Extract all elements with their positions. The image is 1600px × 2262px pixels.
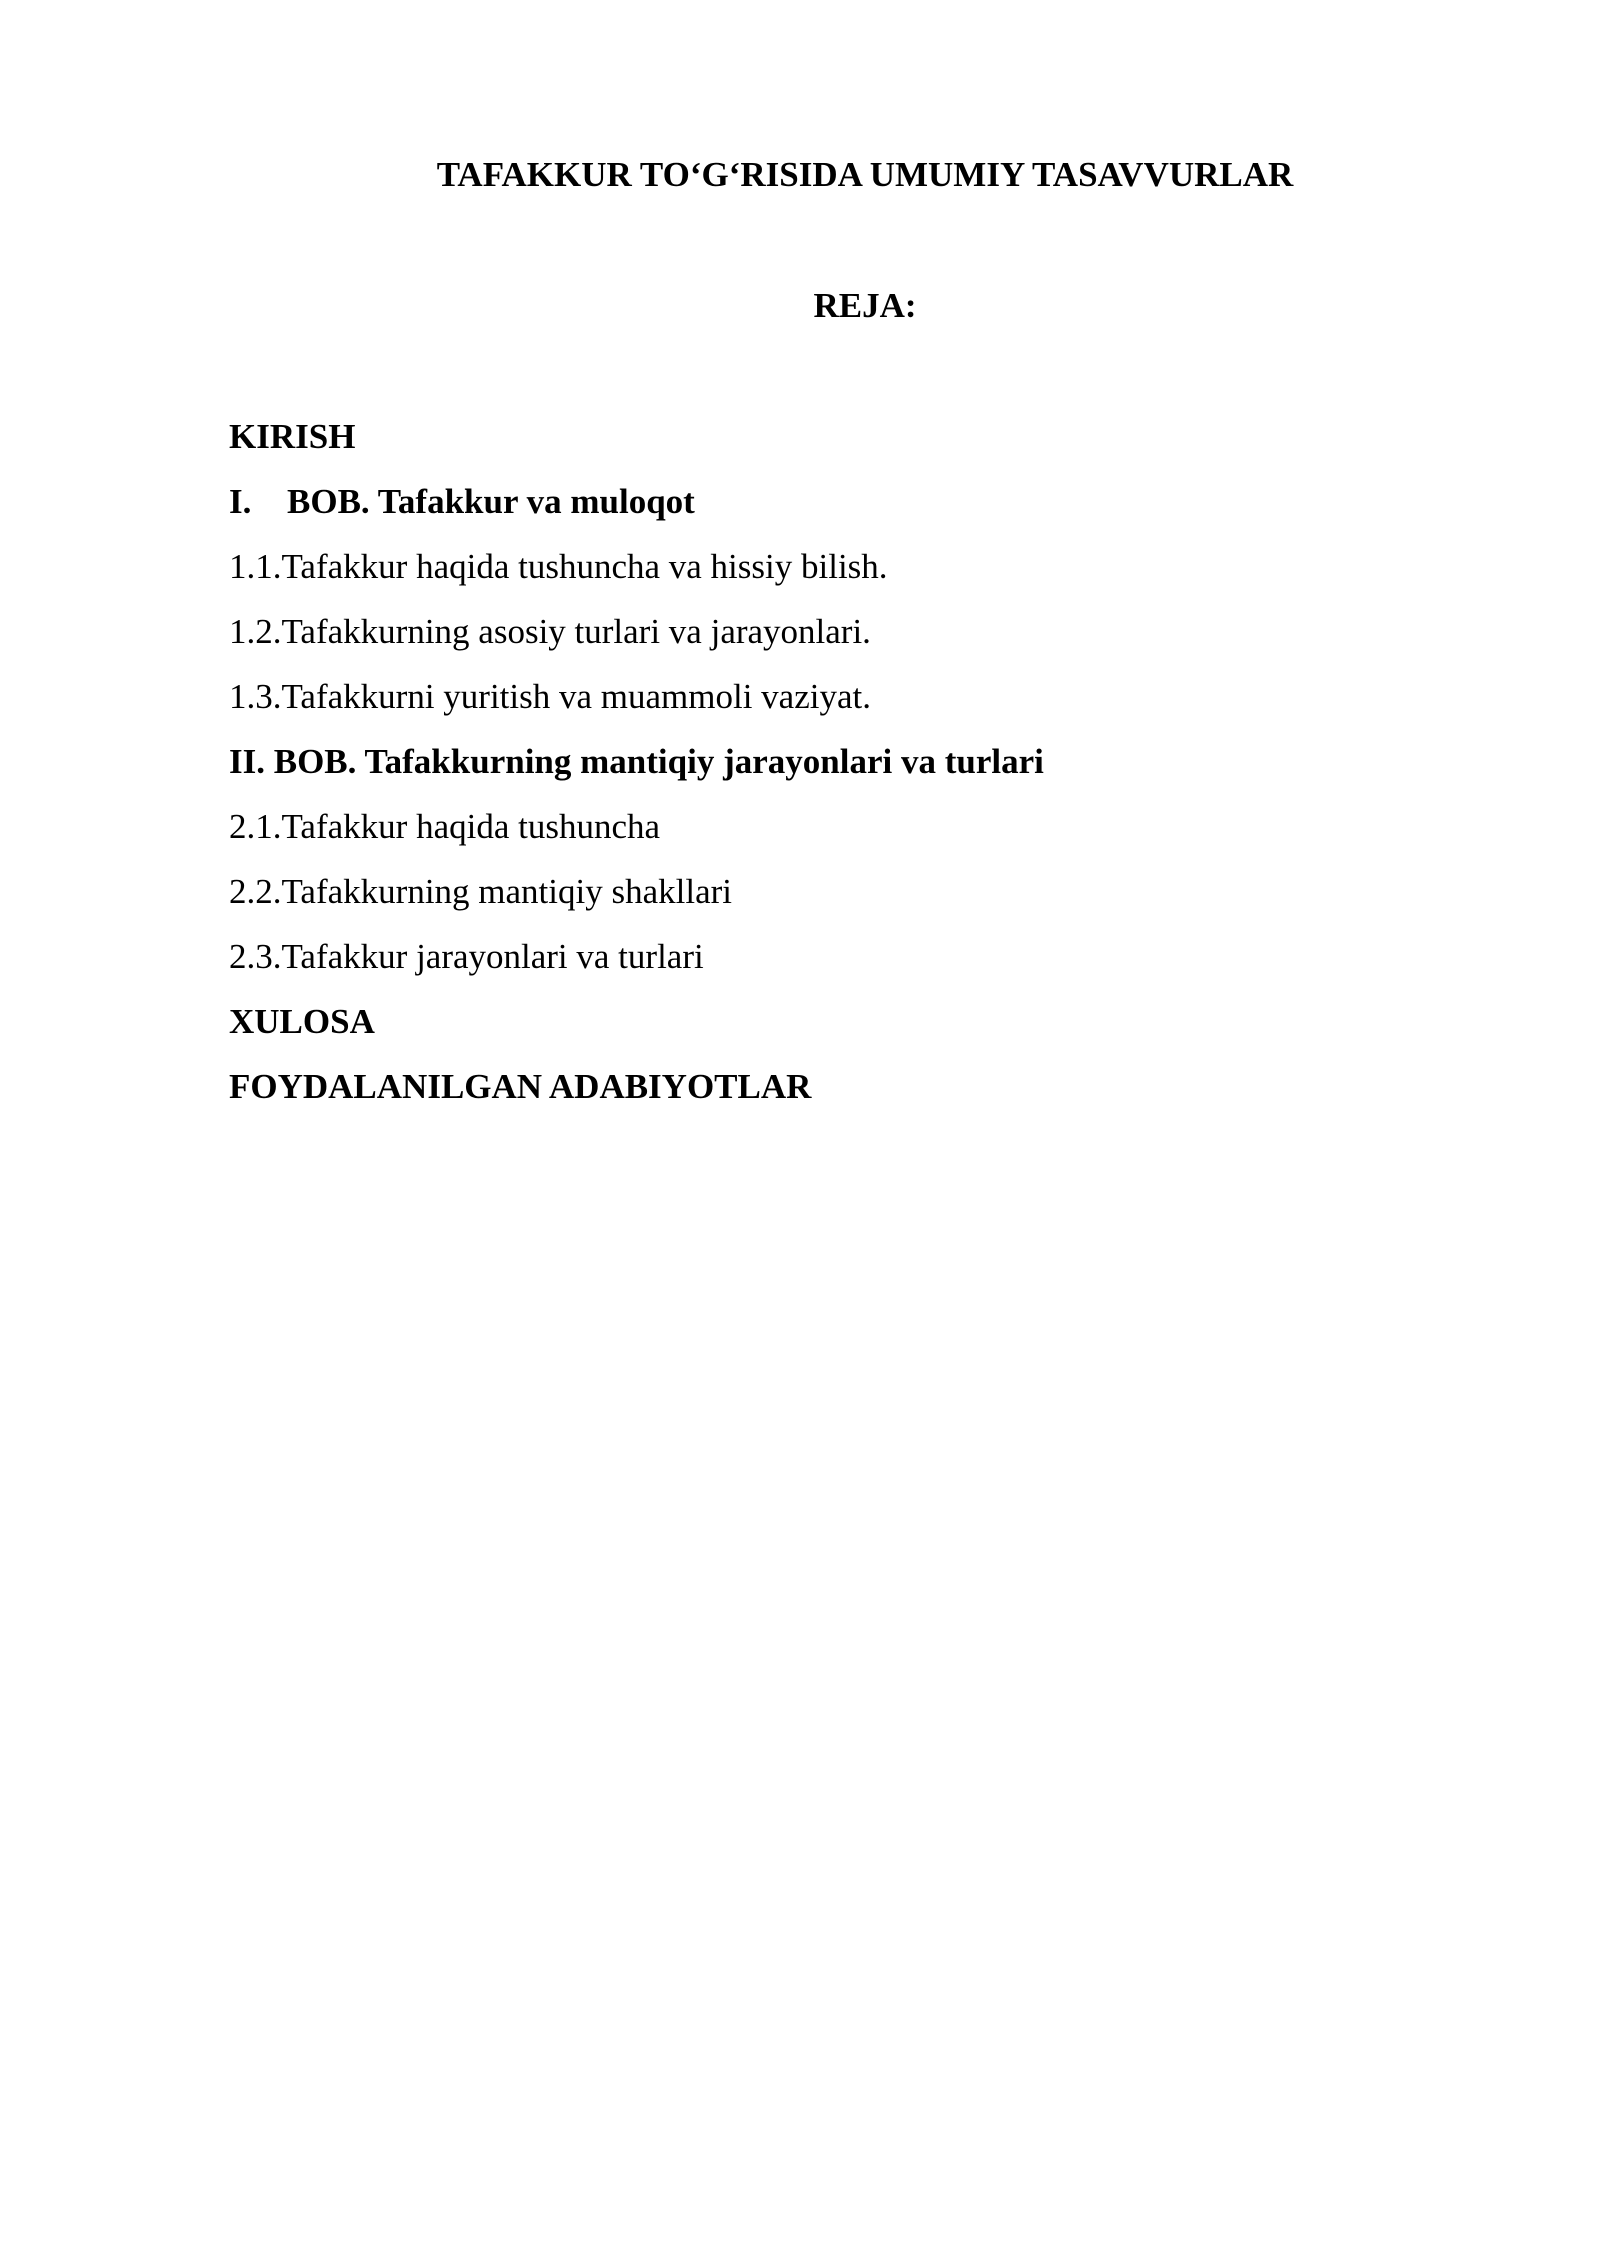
toc-item-2-2-number: 2.2.	[229, 872, 282, 911]
toc-conclusion: XULOSA	[229, 1002, 375, 1041]
toc-item-1-3-label: Tafakkurni yuritish va muammoli vaziyat.	[281, 677, 871, 716]
plan-heading: REJA:	[813, 286, 917, 325]
toc-item-2-3-number: 2.3.	[229, 937, 282, 976]
toc-chapter-2: II. BOB. Tafakkurning mantiqiy jarayonlari va turlari	[229, 742, 1044, 781]
toc-item-2-3-label: Tafakkur jarayonlari va turlari	[281, 937, 704, 976]
toc-item-1-1-number: 1.1.	[229, 547, 282, 586]
toc-item-2-2-label: Tafakkurning mantiqiy shakllari	[281, 872, 732, 911]
table-of-contents	[229, 412, 1429, 1127]
document-title: TAFAKKUR TO‘G‘RISIDA UMUMIY TASAVVURLAR	[436, 155, 1294, 194]
toc-item-1-2	[229, 607, 1429, 672]
toc-item-2-1	[229, 802, 1429, 867]
toc-item-1-3-number: 1.3.	[229, 677, 282, 716]
toc-item-2-1-number: 2.1.	[229, 807, 282, 846]
toc-chapter-1	[229, 477, 1429, 542]
toc-chapter-1-label: BOB. Tafakkur va muloqot	[287, 482, 695, 521]
toc-item-2-2	[229, 867, 1429, 932]
toc-item-1-2-number: 1.2.	[229, 612, 282, 651]
toc-intro: KIRISH	[229, 417, 356, 456]
toc-item-1-1	[229, 542, 1429, 607]
toc-item-2-3	[229, 932, 1429, 997]
toc-item-2-1-label: Tafakkur haqida tushuncha	[281, 807, 661, 846]
toc-item-1-1-label: Tafakkur haqida tushuncha va hissiy bilish.	[281, 547, 888, 586]
toc-item-1-2-label: Tafakkurning asosiy turlari va jarayonlari.	[281, 612, 871, 651]
toc-chapter-1-number: I.	[229, 482, 252, 521]
toc-references: FOYDALANILGAN ADABIYOTLAR	[229, 1067, 812, 1106]
toc-item-1-3	[229, 672, 1429, 737]
